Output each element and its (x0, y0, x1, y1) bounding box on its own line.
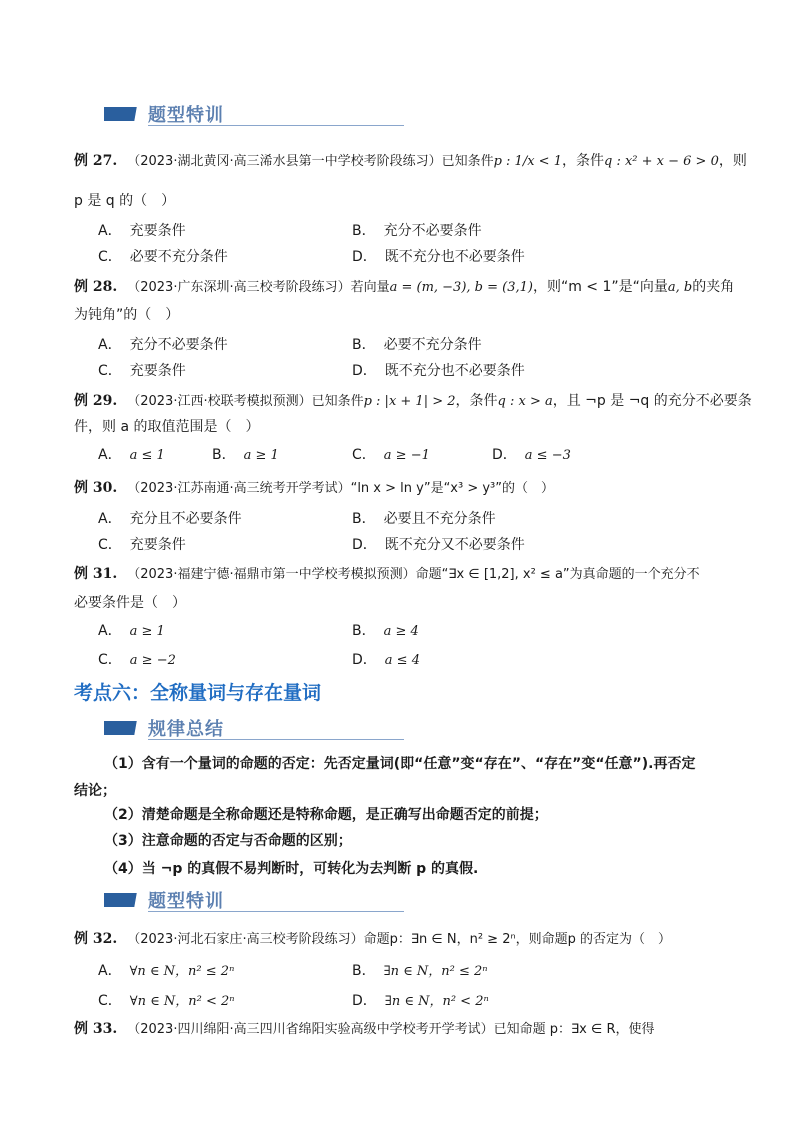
vector-ab: a, b (667, 280, 693, 295)
question-number: 例 29. (74, 393, 118, 409)
question-28 (74, 276, 734, 296)
option-text: 既不充分也不必要条件 (384, 363, 525, 379)
question-29 (74, 390, 752, 410)
question-number: 例 32. (74, 931, 118, 947)
option-text: a ≥ 4 (383, 624, 419, 639)
question-source: （2023·江西·校联考模拟预测）已知条件 (127, 394, 364, 409)
question-number: 例 28. (74, 279, 118, 295)
banner-underline (148, 125, 404, 126)
option-d (352, 360, 525, 380)
option-label: B． (352, 223, 376, 239)
vector-expression: a = (m, −3), b = (3,1) (389, 280, 533, 295)
option-label: B． (352, 337, 376, 353)
option-text: 必要不充分条件 (129, 249, 228, 265)
option-text: a ≥ 1 (243, 448, 279, 463)
option-text: 既不充分也不必要条件 (384, 249, 525, 265)
question-28-line2: 为钝角”的（ ） (74, 307, 180, 323)
question-number: 例 30. (74, 480, 118, 496)
text-fragment: ，则 (718, 153, 747, 169)
option-label: C． (352, 447, 376, 463)
option-label: D． (352, 537, 377, 553)
condition-p: p : |x + 1| > 2 (363, 394, 456, 409)
option-label: D． (492, 447, 517, 463)
option-d (352, 246, 525, 266)
text-fragment: ，且 ¬p 是 ¬q 的充分不必要条 (552, 393, 752, 409)
question-number: 例 27. (74, 153, 118, 169)
option-label: D． (352, 249, 377, 265)
option-label: B． (212, 447, 236, 463)
question-27 (74, 150, 747, 170)
option-label: C． (98, 363, 122, 379)
option-text: 充要条件 (129, 223, 186, 239)
option-text: a ≤ −3 (524, 448, 571, 463)
condition-q: q : x > a (497, 394, 553, 409)
banner-title: 题型特训 (148, 891, 224, 912)
option-label: C． (98, 249, 122, 265)
option-c (98, 246, 228, 266)
banner-underline (148, 739, 404, 740)
banner-bar (104, 721, 148, 735)
option-c (98, 649, 176, 669)
option-text: ∃n ∈ N，n² ≤ 2ⁿ (383, 964, 488, 979)
option-d (352, 649, 420, 669)
option-text: 充分且不必要条件 (129, 511, 242, 527)
condition-p: p : 1/x < 1 (493, 154, 562, 169)
option-a (98, 508, 242, 528)
question-number: 例 31. (74, 566, 118, 582)
banner-title: 规律总结 (148, 719, 224, 740)
option-label: A． (98, 223, 122, 239)
option-text: a ≥ 1 (129, 624, 165, 639)
option-a (98, 620, 165, 640)
option-label: C． (98, 652, 122, 668)
option-label: C． (98, 537, 122, 553)
option-text: ∃n ∈ N，n² < 2ⁿ (384, 994, 489, 1009)
option-c (98, 360, 186, 380)
question-29-line2: 件，则 a 的取值范围是（ ） (74, 419, 260, 435)
option-c (98, 534, 186, 554)
option-text: ∀n ∈ N，n² < 2ⁿ (129, 994, 235, 1009)
option-b (352, 220, 482, 240)
option-label: A． (98, 337, 122, 353)
option-d (352, 534, 525, 554)
question-30 (74, 477, 554, 497)
question-source: （2023·江苏南通·高三统考开学考试）“ln x > ln y”是“x³ > y³”的（ ） (127, 481, 555, 496)
option-a (98, 220, 186, 240)
option-d (492, 444, 571, 464)
question-source: （2023·福建宁德·福鼎市第一中学校考模拟预测）命题“∃x ∈ [1,2], x² ≤ a”为真命题的一个充分不 (127, 567, 700, 582)
section-banner (104, 890, 304, 916)
option-c (98, 990, 235, 1010)
text-fragment: ，条件 (455, 393, 498, 409)
banner-underline (148, 911, 404, 912)
question-source: （2023·四川绵阳·高三四川省绵阳实验高级中学校考开学考试）已知命题 p：∃x ∈ R，使得 (127, 1022, 655, 1037)
text-fragment: ，条件 (561, 153, 604, 169)
condition-q: q : x² + x − 6 > 0 (603, 154, 719, 169)
summary-item-3: （3）注意命题的否定与否命题的区别； (104, 833, 352, 849)
question-source: （2023·湖北黄冈·高三浠水县第一中学校考阶段练习）已知条件 (127, 154, 494, 169)
option-text: a ≥ −2 (129, 653, 176, 668)
option-b (352, 620, 419, 640)
option-b (352, 334, 482, 354)
option-a (98, 960, 234, 980)
option-text: 充要条件 (129, 537, 186, 553)
summary-item-4: （4）当 ¬p 的真假不易判断时，可转化为去判断 p 的真假. (104, 861, 479, 877)
option-text: a ≤ 1 (129, 448, 165, 463)
question-source: （2023·河北石家庄·高三校考阶段练习）命题p：∃n ∈ N，n² ≥ 2ⁿ，则命题p 的否定为（ ） (127, 932, 672, 947)
option-d (352, 990, 489, 1010)
question-32 (74, 928, 671, 948)
option-label: B． (352, 623, 376, 639)
option-b (352, 960, 488, 980)
option-label: D． (352, 363, 377, 379)
summary-item-1-cont: 结论； (74, 783, 116, 799)
option-b (352, 508, 496, 528)
text-fragment: ，则“m < 1”是“向量 (532, 279, 668, 295)
option-label: A． (98, 623, 122, 639)
section-title: 考点六：全称量词与存在量词 (74, 682, 322, 704)
question-27-line2: p 是 q 的（ ） (74, 193, 176, 209)
section-banner (104, 104, 304, 130)
question-source: （2023·广东深圳·高三校考阶段练习）若向量 (127, 280, 390, 295)
option-text: ∀n ∈ N，n² ≤ 2ⁿ (129, 964, 235, 979)
option-text: 充分不必要条件 (129, 337, 228, 353)
banner-title: 题型特训 (148, 105, 224, 126)
option-a (98, 444, 165, 464)
question-31 (74, 563, 700, 583)
option-label: D． (352, 993, 377, 1009)
summary-item-1: （1）含有一个量词的命题的否定：先否定量词(即“任意”变“存在”、“存在”变“任意”).再否定 (104, 756, 696, 772)
option-label: B． (352, 963, 376, 979)
section-banner (104, 718, 304, 744)
question-33 (74, 1018, 655, 1038)
option-label: A． (98, 963, 122, 979)
option-a (98, 334, 228, 354)
option-label: D． (352, 652, 377, 668)
banner-bar (104, 893, 148, 907)
option-label: A． (98, 511, 122, 527)
option-text: a ≥ −1 (383, 448, 430, 463)
text-fragment: 的夹角 (692, 279, 735, 295)
option-text: 既不充分又不必要条件 (384, 537, 525, 553)
question-31-line2: 必要条件是（ ） (74, 595, 186, 611)
option-text: 必要且不充分条件 (383, 511, 496, 527)
summary-item-2: （2）清楚命题是全称命题还是特称命题，是正确写出命题否定的前提； (104, 807, 548, 823)
option-text: a ≤ 4 (384, 653, 420, 668)
option-text: 必要不充分条件 (383, 337, 482, 353)
option-b (212, 444, 279, 464)
question-number: 例 33. (74, 1021, 118, 1037)
option-c (352, 444, 430, 464)
option-label: A． (98, 447, 122, 463)
option-text: 充要条件 (129, 363, 186, 379)
option-text: 充分不必要条件 (383, 223, 482, 239)
banner-bar (104, 107, 148, 121)
option-label: C． (98, 993, 122, 1009)
option-label: B． (352, 511, 376, 527)
